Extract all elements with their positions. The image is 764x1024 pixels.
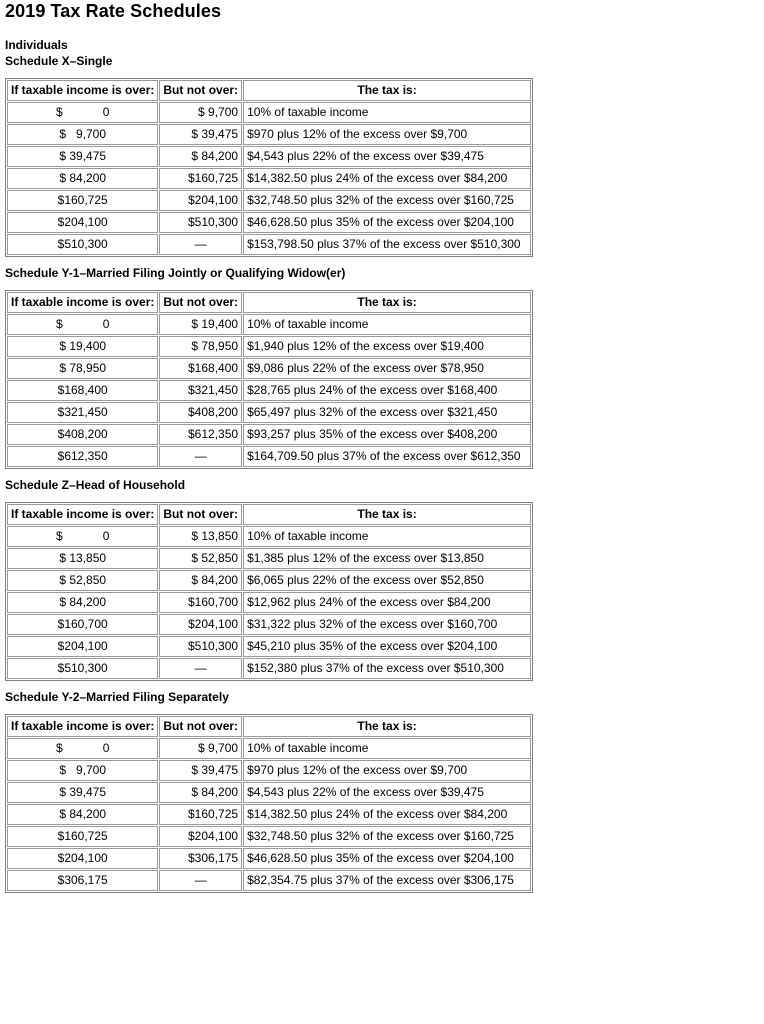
- income-not-over-cell: $204,100: [159, 614, 242, 635]
- table-row: [7, 870, 531, 891]
- table-row: [7, 848, 531, 869]
- income-not-over-cell: $ 84,200: [159, 146, 242, 167]
- income-not-over-cell: $ 39,475: [159, 124, 242, 145]
- tax-formula-cell: $45,210 plus 35% of the excess over $204,100: [243, 636, 531, 657]
- income-over-cell: $160,700: [7, 614, 158, 635]
- tax-formula-cell: $6,065 plus 22% of the excess over $52,850: [243, 570, 531, 591]
- income-over-cell: $ 39,475: [7, 146, 158, 167]
- table-row: [7, 738, 531, 759]
- table-row: [7, 548, 531, 569]
- income-over-cell: $ 84,200: [7, 592, 158, 613]
- table-row: [7, 826, 531, 847]
- income-not-over-cell: $204,100: [159, 190, 242, 211]
- tax-formula-cell: $46,628.50 plus 35% of the excess over $204,100: [243, 212, 531, 233]
- income-not-over-cell: —: [159, 234, 242, 255]
- table-row: [7, 314, 531, 335]
- tax-formula-cell: $153,798.50 plus 37% of the excess over $510,300: [243, 234, 531, 255]
- table-row: [7, 636, 531, 657]
- tax-formula-cell: $4,543 plus 22% of the excess over $39,475: [243, 146, 531, 167]
- income-over-cell: $ 0: [7, 526, 158, 547]
- header-not-over: But not over:: [159, 80, 242, 101]
- tax-formula-cell: 10% of taxable income: [243, 738, 531, 759]
- income-over-cell: $ 0: [7, 102, 158, 123]
- table-row: [7, 592, 531, 613]
- header-not-over: But not over:: [159, 504, 242, 525]
- tax-formula-cell: $9,086 plus 22% of the excess over $78,950: [243, 358, 531, 379]
- income-not-over-cell: $204,100: [159, 826, 242, 847]
- table-row: [7, 124, 531, 145]
- income-not-over-cell: $ 52,850: [159, 548, 242, 569]
- income-over-cell: $204,100: [7, 636, 158, 657]
- income-not-over-cell: $321,450: [159, 380, 242, 401]
- table-row: [7, 804, 531, 825]
- header-over: If taxable income is over:: [7, 292, 158, 313]
- header-tax: The tax is:: [243, 504, 531, 525]
- income-not-over-cell: $ 9,700: [159, 738, 242, 759]
- tax-formula-cell: 10% of taxable income: [243, 102, 531, 123]
- table-row: [7, 190, 531, 211]
- income-not-over-cell: $510,300: [159, 636, 242, 657]
- table-row: [7, 234, 531, 255]
- tax-formula-cell: $152,380 plus 37% of the excess over $510,300: [243, 658, 531, 679]
- income-over-cell: $408,200: [7, 424, 158, 445]
- table-row: [7, 570, 531, 591]
- table-row: [7, 168, 531, 189]
- table-row: [7, 424, 531, 445]
- table-header-row: [7, 716, 531, 737]
- table-header-row: [7, 292, 531, 313]
- table-row: [7, 614, 531, 635]
- schedule-y2-table: [5, 714, 533, 893]
- income-over-cell: $ 0: [7, 738, 158, 759]
- header-not-over: But not over:: [159, 292, 242, 313]
- income-over-cell: $204,100: [7, 212, 158, 233]
- income-over-cell: $204,100: [7, 848, 158, 869]
- income-not-over-cell: $ 39,475: [159, 760, 242, 781]
- tax-formula-cell: $82,354.75 plus 37% of the excess over $306,175: [243, 870, 531, 891]
- income-over-cell: $ 9,700: [7, 124, 158, 145]
- schedule-y1-table: [5, 290, 533, 469]
- income-not-over-cell: $160,725: [159, 168, 242, 189]
- tax-formula-cell: $164,709.50 plus 37% of the excess over $612,350: [243, 446, 531, 467]
- tax-formula-cell: $93,257 plus 35% of the excess over $408,200: [243, 424, 531, 445]
- schedule-z-table: [5, 502, 533, 681]
- income-not-over-cell: $ 84,200: [159, 782, 242, 803]
- table-row: [7, 212, 531, 233]
- income-over-cell: $510,300: [7, 234, 158, 255]
- table-row: [7, 782, 531, 803]
- tax-formula-cell: $31,322 plus 32% of the excess over $160,700: [243, 614, 531, 635]
- income-not-over-cell: $160,725: [159, 804, 242, 825]
- income-over-cell: $321,450: [7, 402, 158, 423]
- schedule-x-title: Schedule X–Single: [5, 54, 113, 68]
- table-row: [7, 760, 531, 781]
- tax-formula-cell: 10% of taxable income: [243, 314, 531, 335]
- income-over-cell: $510,300: [7, 658, 158, 679]
- table-row: [7, 446, 531, 467]
- tax-formula-cell: $4,543 plus 22% of the excess over $39,475: [243, 782, 531, 803]
- income-not-over-cell: —: [159, 658, 242, 679]
- income-not-over-cell: $ 78,950: [159, 336, 242, 357]
- income-not-over-cell: $160,700: [159, 592, 242, 613]
- income-not-over-cell: $ 84,200: [159, 570, 242, 591]
- income-over-cell: $306,175: [7, 870, 158, 891]
- header-tax: The tax is:: [243, 292, 531, 313]
- income-over-cell: $ 78,950: [7, 358, 158, 379]
- tax-formula-cell: $1,940 plus 12% of the excess over $19,400: [243, 336, 531, 357]
- income-not-over-cell: $168,400: [159, 358, 242, 379]
- income-over-cell: $ 19,400: [7, 336, 158, 357]
- table-header-row: [7, 80, 531, 101]
- income-not-over-cell: $306,175: [159, 848, 242, 869]
- tax-formula-cell: $28,765 plus 24% of the excess over $168,400: [243, 380, 531, 401]
- header-tax: The tax is:: [243, 80, 531, 101]
- schedule-x-table: [5, 78, 533, 257]
- income-not-over-cell: —: [159, 446, 242, 467]
- income-not-over-cell: $ 9,700: [159, 102, 242, 123]
- tax-formula-cell: $14,382.50 plus 24% of the excess over $84,200: [243, 804, 531, 825]
- table-row: [7, 402, 531, 423]
- table-row: [7, 658, 531, 679]
- income-over-cell: $ 13,850: [7, 548, 158, 569]
- tax-formula-cell: $970 plus 12% of the excess over $9,700: [243, 124, 531, 145]
- income-not-over-cell: $408,200: [159, 402, 242, 423]
- schedule-y2-title: Schedule Y-2–Married Filing Separately: [5, 690, 229, 704]
- income-over-cell: $160,725: [7, 190, 158, 211]
- income-over-cell: $ 9,700: [7, 760, 158, 781]
- table-row: [7, 380, 531, 401]
- income-not-over-cell: $ 19,400: [159, 314, 242, 335]
- income-not-over-cell: $ 13,850: [159, 526, 242, 547]
- header-over: If taxable income is over:: [7, 80, 158, 101]
- table-row: [7, 358, 531, 379]
- income-not-over-cell: $510,300: [159, 212, 242, 233]
- tax-formula-cell: $12,962 plus 24% of the excess over $84,200: [243, 592, 531, 613]
- header-over: If taxable income is over:: [7, 504, 158, 525]
- schedule-y1-title: Schedule Y-1–Married Filing Jointly or Qualifying Widow(er): [5, 266, 346, 280]
- income-over-cell: $ 84,200: [7, 804, 158, 825]
- tax-formula-cell: $32,748.50 plus 32% of the excess over $160,725: [243, 826, 531, 847]
- schedule-z-title: Schedule Z–Head of Household: [5, 478, 186, 492]
- category-label: Individuals: [5, 38, 68, 52]
- income-over-cell: $ 52,850: [7, 570, 158, 591]
- tax-formula-cell: 10% of taxable income: [243, 526, 531, 547]
- income-over-cell: $ 84,200: [7, 168, 158, 189]
- table-row: [7, 146, 531, 167]
- income-not-over-cell: $612,350: [159, 424, 242, 445]
- table-header-row: [7, 504, 531, 525]
- income-not-over-cell: —: [159, 870, 242, 891]
- income-over-cell: $ 39,475: [7, 782, 158, 803]
- income-over-cell: $612,350: [7, 446, 158, 467]
- income-over-cell: $160,725: [7, 826, 158, 847]
- tax-formula-cell: $46,628.50 plus 35% of the excess over $204,100: [243, 848, 531, 869]
- income-over-cell: $ 0: [7, 314, 158, 335]
- income-over-cell: $168,400: [7, 380, 158, 401]
- table-row: [7, 336, 531, 357]
- tax-formula-cell: $1,385 plus 12% of the excess over $13,850: [243, 548, 531, 569]
- header-over: If taxable income is over:: [7, 716, 158, 737]
- header-tax: The tax is:: [243, 716, 531, 737]
- page-title: 2019 Tax Rate Schedules: [5, 1, 222, 21]
- table-row: [7, 102, 531, 123]
- table-row: [7, 526, 531, 547]
- tax-formula-cell: $32,748.50 plus 32% of the excess over $160,725: [243, 190, 531, 211]
- tax-formula-cell: $65,497 plus 32% of the excess over $321,450: [243, 402, 531, 423]
- tax-formula-cell: $14,382.50 plus 24% of the excess over $84,200: [243, 168, 531, 189]
- tax-formula-cell: $970 plus 12% of the excess over $9,700: [243, 760, 531, 781]
- header-not-over: But not over:: [159, 716, 242, 737]
